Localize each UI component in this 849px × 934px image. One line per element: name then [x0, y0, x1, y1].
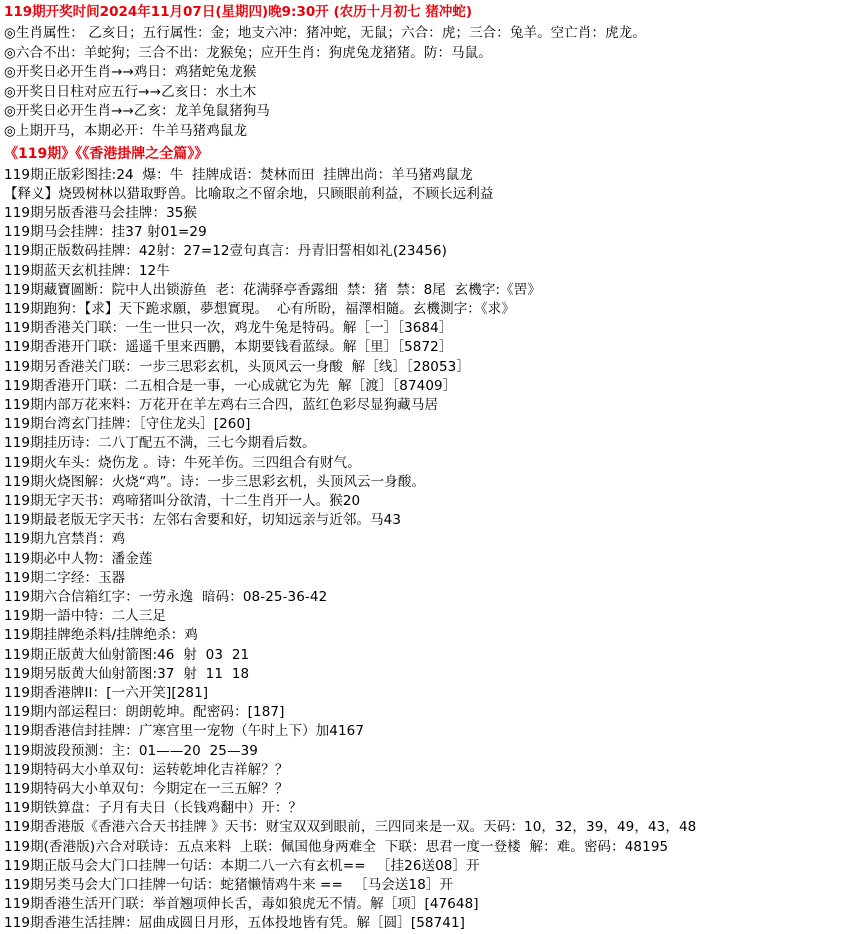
attribute-line: ◎上期开马，本期必开：牛羊马猪鸡鼠龙: [4, 122, 248, 139]
body-line: 119期特码大小单双句：今期定在一三五解？？: [4, 781, 289, 798]
body-line: 119期无字天书：鸡啼猪叫分欲清，十二生肖开一人。猴20: [4, 493, 361, 510]
body-line: 119期六合信箱红字：一劳永逸 暗码：08-25-36-42: [4, 589, 328, 606]
body-line: 119期香港生活开门联：举首翘项伸长舌，毒如狼虎无不情。解［项］[47648]: [4, 896, 479, 913]
body-line: 119期内部运程曰：朗朗乾坤。配密码：[187]: [4, 704, 285, 721]
body-line: 119期正版数码挂牌：42射：27=12壹句真言：丹青旧誓相如礼(23456): [4, 243, 447, 260]
body-line: 119期台湾玄门挂牌：［守住龙头］[260]: [4, 416, 251, 433]
body-line: 119期必中人物：潘金莲: [4, 550, 153, 567]
body-line: 119期香港版《香港六合天书挂牌 》天书：财宝双双到眼前，三四同来是一双。天码：10，32，39，49，43，48: [4, 819, 697, 836]
attribute-line: ◎六合不出：羊蛇狗；三合不出：龙猴兔；应开生肖：狗虎兔龙猪猪。防：马鼠。: [4, 44, 492, 61]
body-line: 119期挂历诗：二八丁配五不满，三七今期看后数。: [4, 435, 316, 452]
body-line: 119期另版黄大仙射箭图:37 射 11 18: [4, 665, 250, 682]
body-line: 119期(香港版)六合对联诗：五点来料 上联：佩国他身两难全 下联：思君一度一登楼 解：难。密码：48195: [4, 838, 669, 855]
body-line: 119期另香港关门联：一步三思彩玄机，头顶风云一身酸 解［线］［28053］: [4, 358, 470, 375]
body-line: 119期香港信封挂牌：广寒宫里一宠物（午时上下）加4167: [4, 723, 365, 740]
body-line: 119期另版香港马会挂牌：35猴: [4, 204, 198, 221]
body-line: 119期香港牌II：[一六开笑][281]: [4, 685, 209, 702]
body-line: 119期最老版无字天书：左邻右舍要和好，切知远亲与近邻。马43: [4, 512, 402, 529]
body-line: 119期一語中特：二人三足: [4, 608, 167, 625]
body-line: 119期香港开门联：遥遥千里来西鹏，本期要钱看蓝绿。解［里］［5872］: [4, 339, 453, 356]
body-line: 119期挂牌绝杀料/挂牌绝杀：鸡: [4, 627, 198, 644]
body-line: 119期二字经：玉器: [4, 569, 126, 586]
body-line: 119期波段预测：主：01——20 25—39: [4, 742, 258, 759]
body-line: 119期铁算盘：子月有夫日（长钱鸡翻中）开：？: [4, 800, 303, 817]
body-line: 119期九宫禁肖：鸡: [4, 531, 126, 548]
draw-time-notice: 119期开奖时间2024年11月07日(星期四)晚9:30开 (农历十月初七 猪冲蛇): [4, 4, 472, 20]
body-line: 119期正版马会大门口挂牌一句话：本期二八一六有玄机== ［挂26送08］开: [4, 857, 480, 874]
body-line: 119期藏寶圖断：院中人出锁游鱼 老：花满驿亭香露细 禁：猪 禁：8尾 玄機字:《罟》: [4, 281, 541, 298]
body-line: 119期火车头：烧伤龙 。诗：牛死羊伤。三四组合有财气。: [4, 454, 361, 471]
body-line: 119期内部万花来料：万花开在羊左鸡右三合四，蓝红色彩尽显狗藏马居: [4, 397, 439, 413]
attribute-line: ◎开奖日日柱对应五行→→乙亥日：水土木: [4, 83, 257, 100]
body-block: [4, 166, 849, 934]
body-line: 119期正版彩图挂:24 爆：牛 挂牌成语：焚林而田 挂牌出尚：羊马猪鸡鼠龙: [4, 166, 473, 183]
body-line: 119期特码大小单双句：运转乾坤化吉祥解？？: [4, 761, 289, 778]
attribute-line: ◎开奖日必开生肖→→鸡日：鸡猪蛇兔龙猴: [4, 64, 257, 81]
body-line: 119期跑狗：【求】天下跪求願，夢想實現。 心有所盼，福澤相隨。玄機測字：《求》: [4, 300, 515, 317]
body-line: 119期马会挂牌：挂37 射01=29: [4, 224, 207, 241]
body-line: 119期另类马会大门口挂牌一句话：蛇猪懒情鸡牛来 == ［马会送18］开: [4, 877, 454, 894]
body-line: 119期香港生活挂牌：屈曲成圆日月形，五体投地皆有凭。解［圆］[58741]: [4, 915, 466, 932]
body-line: 119期香港关门联：一生一世只一次，鸡龙牛兔是特码。解［一］［3684］: [4, 320, 453, 337]
page-title: 《119期》《《香港掛牌之全篇》》: [4, 145, 209, 162]
body-line: 119期蓝天玄机挂牌：12牛: [4, 262, 170, 279]
body-line: 119期火烧图解：火烧“鸡”。诗：一步三思彩玄机，头顶风云一身酸。: [4, 473, 426, 490]
attribute-line: ◎生肖属性： 乙亥日；五行属性：金；地支六冲：猪冲蛇，无鼠；六合：虎；三合：兔羊。空亡肖：虎龙。: [4, 25, 646, 41]
body-line: 119期正版黄大仙射箭图:46 射 03 21: [4, 646, 250, 663]
body-line: 【释义】烧毁树林以猎取野兽。比喻取之不留余地，只顾眼前利益，不顾长远利益: [4, 185, 494, 202]
body-line: 119期香港开门联：二五相合是一事，一心成就它为先 解［渡］［87409］: [4, 377, 457, 394]
attribute-line: ◎开奖日必开生肖→→乙亥：龙羊兔鼠猪狗马: [4, 103, 270, 120]
attributes-block: [4, 24, 849, 142]
